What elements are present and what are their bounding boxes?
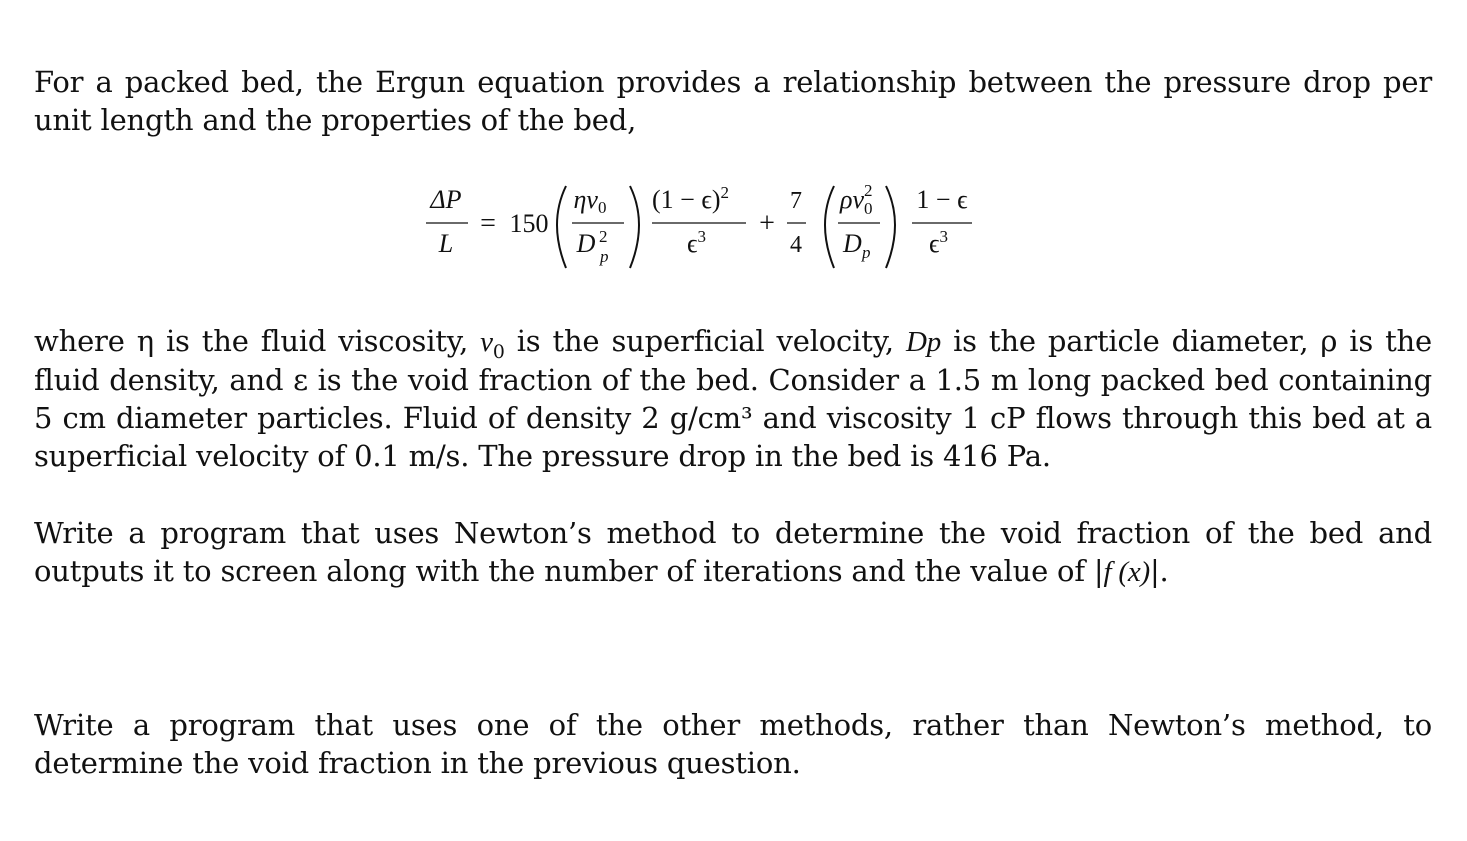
eq-plus: + — [759, 208, 775, 239]
eq-t4-numerator: 1 − ϵ — [916, 185, 968, 214]
eq-lhs-numerator: ΔP — [430, 185, 462, 214]
other-method-question: Write a program that uses one of the other methods, rather than Newton’s method, to determine the void fraction in the previous question. — [34, 708, 1432, 780]
eq-paren-left-1 — [557, 186, 566, 268]
intro-paragraph: For a packed bed, the Ergun equation provides a relationship between the pressure drop per unit length and the properties of the bed, — [34, 65, 1432, 137]
eq-t1-den-sub: p — [600, 247, 609, 266]
eq-t3-num-sub: 0 — [864, 199, 873, 218]
eq-t2-numerator: $(1 - \epsilon)^2$ — [652, 183, 730, 214]
eq-coefficient-150: 150 — [509, 209, 549, 238]
ergun-equation — [0, 168, 1467, 278]
newton-question: Write a program that uses Newton’s method to determine the void fraction of the bed and outputs it to screen along with the number of iterations and the value of |f (x)|. — [34, 516, 1432, 588]
eq-paren-right-2 — [886, 186, 895, 268]
eq-equals: = — [480, 208, 496, 239]
eq-t3-num-sup: 2 — [864, 181, 873, 200]
eq-coef-4: 4 — [790, 232, 802, 258]
eq-t2-denominator: $\epsilon^3$ — [687, 227, 707, 258]
eq-coef-7: 7 — [790, 188, 802, 214]
eq-t3-numerator: ρv — [840, 185, 865, 214]
eq-t3-denominator: D — [843, 229, 862, 258]
eq-paren-right-1 — [630, 186, 639, 268]
eq-t1-numerator: ηv0 — [573, 185, 607, 217]
eq-t3-den-sub: p — [862, 243, 871, 262]
eq-t1-den-sup: 2 — [599, 227, 608, 246]
eq-paren-left-2 — [825, 186, 834, 268]
definitions-paragraph: where η is the fluid viscosity, $v_0$ is the superficial velocity, Dp is the particle diameter, ρ is the fluid density, and ε is the void fraction of the bed. Consider a 1.5 m long packed bed containing 5 cm diameter particles. Fluid of density 2 g/cm³ and viscosity 1 cP flows through this bed at a superficial velocity of 0.1 m/s. The pressure drop in the bed is 416 Pa. — [34, 324, 1432, 473]
eq-t1-denominator: D — [576, 229, 596, 258]
eq-lhs-denominator: L — [438, 229, 454, 258]
eq-t4-denominator: $\epsilon^3$ — [929, 227, 949, 258]
